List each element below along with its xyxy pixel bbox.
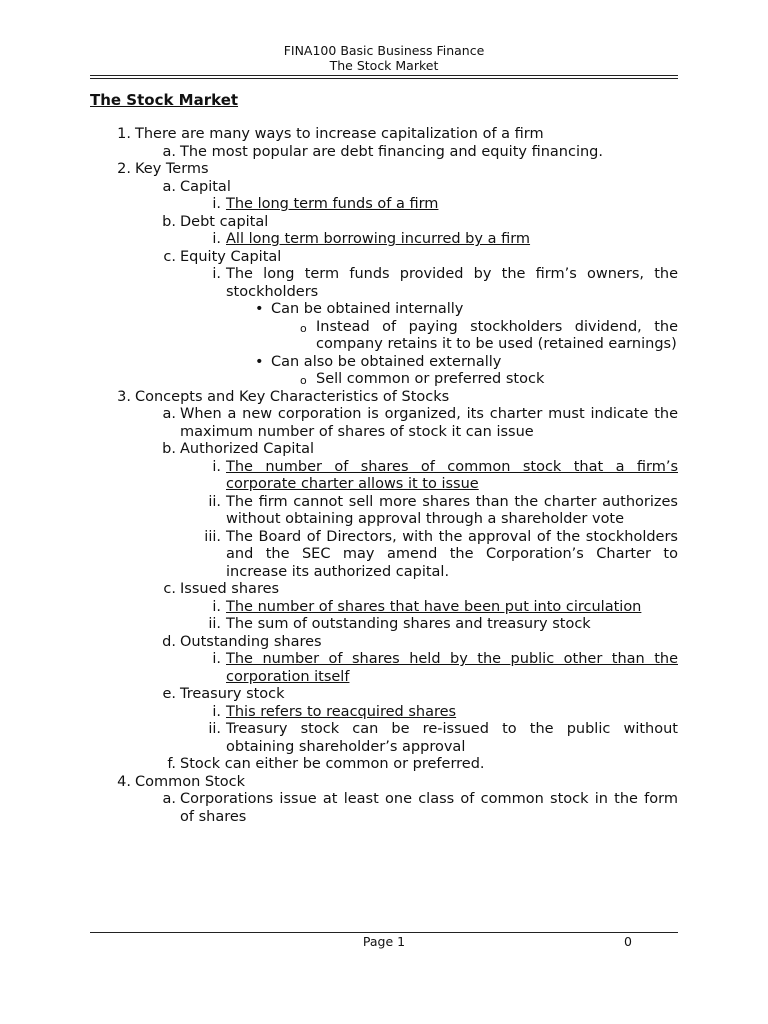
list-item-text: Common Stock [135, 773, 246, 790]
list-item-text: Can be obtained internally [271, 301, 464, 317]
list-item-text: Outstanding shares [180, 633, 322, 650]
list-item-text: Can also be obtained externally [271, 353, 502, 370]
list-item-text: Concepts and Key Characteristics of Stocks [135, 388, 450, 405]
list-marker: b. [162, 213, 176, 230]
list-item [90, 721, 678, 756]
header-topic-title: The Stock Market [329, 58, 439, 73]
list-item [90, 441, 678, 459]
list-item-text: The firm cannot sell more shares than the charter authorizes without obtaining approval through a shareholder vote [226, 493, 678, 527]
page-title: The Stock Market [90, 91, 239, 109]
list-item-text: This refers to reacquired shares [226, 703, 457, 720]
document-header [90, 43, 678, 73]
footer-page-label: Page 1 [362, 934, 406, 949]
list-item-text: When a new corporation is organized, its charter must indicate the maximum number of shares of stock it can issue [180, 406, 678, 440]
sub-bullet-marker: o [300, 374, 307, 387]
list-marker: ii. [208, 616, 221, 632]
list-item [90, 196, 678, 214]
list-item [90, 651, 678, 686]
list-item-text: The long term funds of a firm [226, 196, 439, 212]
list-marker: a. [162, 406, 176, 422]
list-marker: i. [212, 598, 221, 615]
list-marker: 2. [117, 161, 131, 177]
footer-number: 0 [624, 934, 632, 949]
list-marker: ii. [208, 493, 221, 510]
list-marker: ii. [208, 721, 221, 737]
list-item [90, 791, 678, 826]
list-item-text: The number of shares of common stock that a firm’s corporate charter allows it to issue [226, 458, 678, 492]
list-item [90, 634, 678, 652]
list-item-text: The Board of Directors, with the approval of the stockholders and the SEC may amend the Corporation’s Charter to increase its authorized capital. [226, 528, 678, 580]
list-item [90, 231, 678, 249]
list-item-text: Corporations issue at least one class of common stock in the form of shares [180, 791, 678, 825]
list-item [90, 126, 678, 144]
list-item-text: The most popular are debt financing and equity financing. [180, 143, 603, 160]
list-item [90, 599, 678, 617]
list-marker: a. [162, 178, 176, 195]
list-item [90, 389, 678, 407]
header-rule [90, 75, 678, 76]
list-marker: 3. [117, 388, 131, 405]
header-course-title: FINA100 Basic Business Finance [283, 43, 485, 58]
list-marker: i. [212, 458, 221, 475]
footer-rule [90, 932, 678, 933]
list-item [90, 354, 678, 372]
list-item [90, 161, 678, 179]
list-item [90, 179, 678, 197]
list-item-text: The number of shares held by the public other than the corporation itself [226, 651, 678, 685]
list-item [90, 494, 678, 529]
list-marker: i. [212, 651, 221, 667]
list-item [90, 301, 678, 319]
list-item-text: There are many ways to increase capitalization of a firm [135, 126, 544, 142]
list-item-text: Capital [180, 178, 231, 195]
list-marker: c. [163, 248, 176, 265]
list-item-text: Treasury stock can be re-issued to the public without obtaining shareholder’s approval [226, 721, 678, 755]
list-item [90, 529, 678, 582]
list-marker: 1. [117, 126, 131, 142]
list-item-text: Key Terms [135, 161, 209, 177]
list-item [90, 371, 678, 389]
list-marker: e. [162, 686, 176, 702]
list-item-text: The sum of outstanding shares and treasury stock [226, 616, 591, 632]
list-marker: 4. [117, 773, 131, 790]
list-item-text: Equity Capital [180, 248, 282, 265]
list-item [90, 704, 678, 722]
list-marker: a. [162, 143, 176, 160]
list-item-text: Debt capital [180, 213, 269, 230]
header-rule-secondary [90, 78, 678, 79]
list-item [90, 459, 678, 494]
list-item [90, 249, 678, 267]
list-marker: iii. [204, 528, 221, 545]
list-marker: a. [162, 791, 176, 807]
list-marker: d. [162, 633, 176, 650]
bullet-marker: • [255, 301, 264, 317]
list-marker: c. [163, 581, 176, 597]
list-marker: b. [162, 441, 176, 457]
list-marker: i. [212, 266, 221, 282]
list-item [90, 756, 678, 774]
list-marker: i. [212, 196, 221, 212]
list-marker: f. [167, 756, 176, 772]
list-item-text: Treasury stock [180, 686, 285, 702]
list-item [90, 144, 678, 162]
list-item-text: The long term funds provided by the firm’s owners, the stockholders [226, 266, 678, 300]
list-item-text: The number of shares that have been put into circulation [226, 598, 642, 615]
list-item [90, 686, 678, 704]
list-item [90, 616, 678, 634]
list-item [90, 214, 678, 232]
bullet-marker: • [255, 353, 264, 370]
list-item-text: Authorized Capital [180, 441, 315, 457]
list-item [90, 406, 678, 441]
list-item [90, 774, 678, 792]
list-item [90, 266, 678, 301]
sub-bullet-marker: o [300, 321, 307, 335]
list-item-text: Sell common or preferred stock [316, 371, 545, 387]
list-item-text: All long term borrowing incurred by a firm [226, 231, 531, 247]
list-item [90, 319, 678, 354]
list-item [90, 581, 678, 599]
list-item-text: Instead of paying stockholders dividend, the company retains it to be used (retained earnings) [316, 318, 678, 352]
outline-list [90, 126, 678, 826]
list-item-text: Issued shares [180, 581, 280, 597]
list-marker: i. [212, 231, 221, 247]
list-marker: i. [212, 703, 221, 720]
list-item-text: Stock can either be common or preferred. [180, 756, 485, 772]
